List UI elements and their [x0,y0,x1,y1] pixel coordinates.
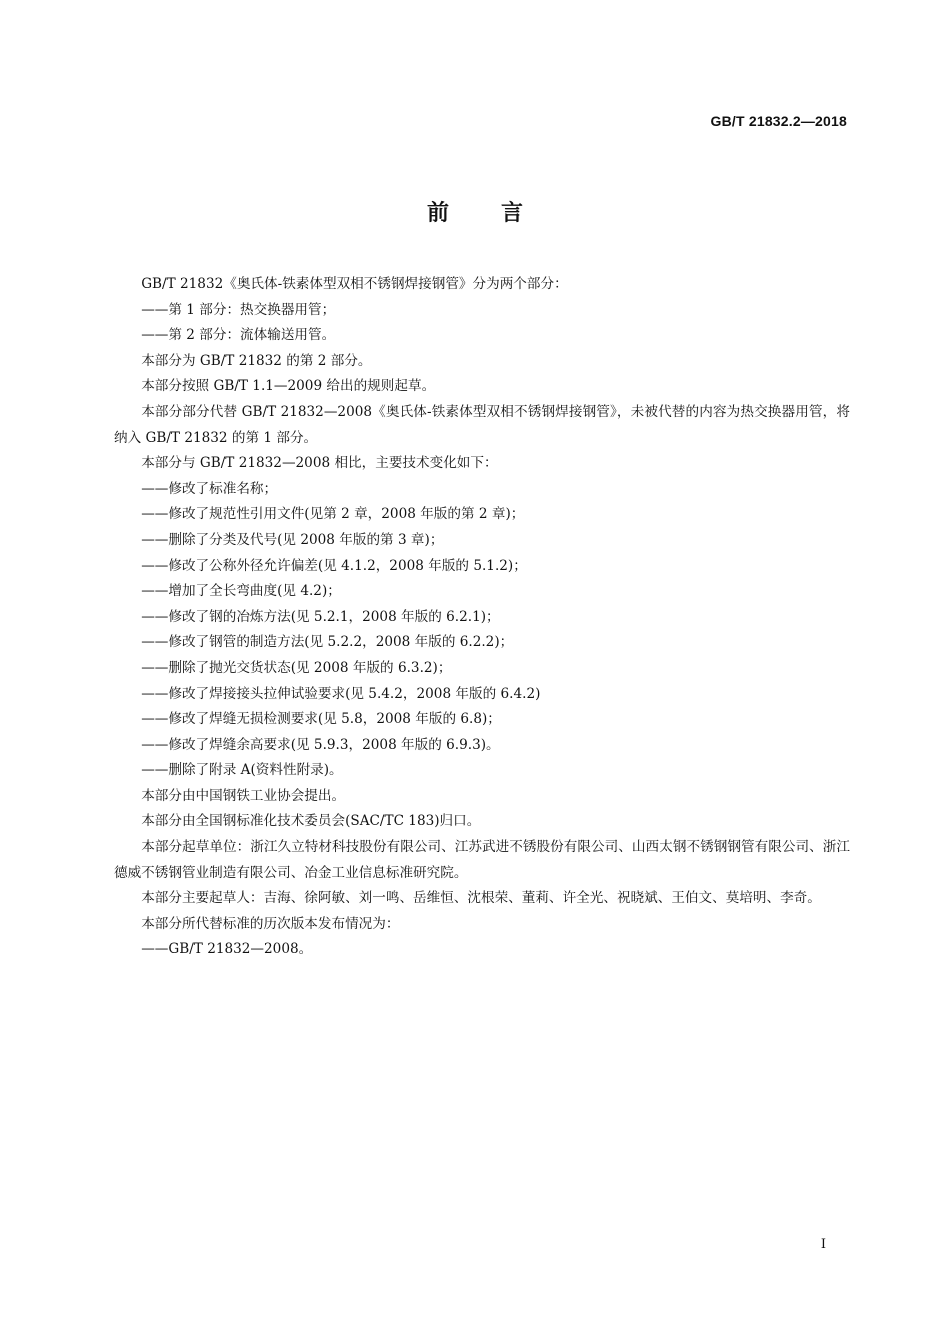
page-title [0,196,950,227]
standard-code-header: GB/T 21832.2—2018 [710,113,847,129]
change-item: ——修改了标准名称； [141,480,278,497]
paragraph-history-intro: 本部分所代替标准的历次版本发布情况为： [141,915,400,932]
page-number: I [820,1237,826,1252]
change-item: ——修改了焊缝无损检测要求(见 5.8，2008 年版的 6.8)； [141,711,501,728]
title-char-1: 前 [426,201,449,226]
change-item: ——删除了抛光交货状态(见 2008 年版的 6.3.2)； [141,659,452,676]
change-item: ——修改了焊接接头拉伸试验要求(见 5.4.2，2008 年版的 6.4.2) [141,685,541,702]
history-item: ——GB/T 21832—2008。 [141,941,313,958]
paragraph-parts-intro: GB/T 21832《奥氏体-铁素体型双相不锈钢焊接钢管》分为两个部分： [141,276,568,292]
paragraph-drafters: 本部分主要起草人：吉海、徐阿敏、刘一鸣、岳维恒、沈根荣、董莉、许全光、祝晓斌、王伯文、莫培明、李奇。 [141,890,821,907]
change-item: ——删除了附录 A(资料性附录)。 [141,762,343,779]
change-item: ——删除了分类及代号(见 2008 年版的第 3 章)； [141,531,444,548]
change-item: ——修改了钢的冶炼方法(见 5.2.1，2008 年版的 6.2.1)； [141,608,500,625]
title-char-2: 言 [501,201,524,226]
paragraph-drafting-units: 本部分起草单位：浙江久立特材科技股份有限公司、江苏武进不锈股份有限公司、山西太钢不锈钢钢管有限公司、浙江德威不锈钢管业制造有限公司、冶金工业信息标准研究院。 [114,839,850,881]
change-item: ——修改了钢管的制造方法(见 5.2.2，2008 年版的 6.2.2)； [141,634,514,651]
change-item: ——增加了全长弯曲度(见 4.2)； [141,583,341,600]
list-item-part-1: ——第 1 部分：热交换器用管； [141,301,336,318]
paragraph-committee: 本部分由全国钢标准化技术委员会(SAC/TC 183)归口。 [141,813,481,830]
paragraph-changes-intro: 本部分与 GB/T 21832—2008 相比，主要技术变化如下： [141,455,498,472]
paragraph-drafting-rules: 本部分按照 GB/T 1.1—2009 给出的规则起草。 [141,378,436,395]
change-item: ——修改了焊缝余高要求(见 5.9.3，2008 年版的 6.9.3)。 [141,736,500,753]
paragraph-this-part: 本部分为 GB/T 21832 的第 2 部分。 [141,352,372,369]
paragraph-replacement: 本部分部分代替 GB/T 21832—2008《奥氏体-铁素体型双相不锈钢焊接钢管》，未被代替的内容为热交换器用管，将纳入 GB/T 21832 的第 1 部分。 [114,403,850,446]
paragraph-proposer: 本部分由中国钢铁工业协会提出。 [141,787,346,804]
foreword-body [114,272,850,963]
list-item-part-2: ——第 2 部分：流体输送用管。 [141,327,336,344]
change-item: ——修改了公称外径允许偏差(见 4.1.2，2008 年版的 5.1.2)； [141,557,527,574]
change-item: ——修改了规范性引用文件(见第 2 章，2008 年版的第 2 章)； [141,506,525,523]
